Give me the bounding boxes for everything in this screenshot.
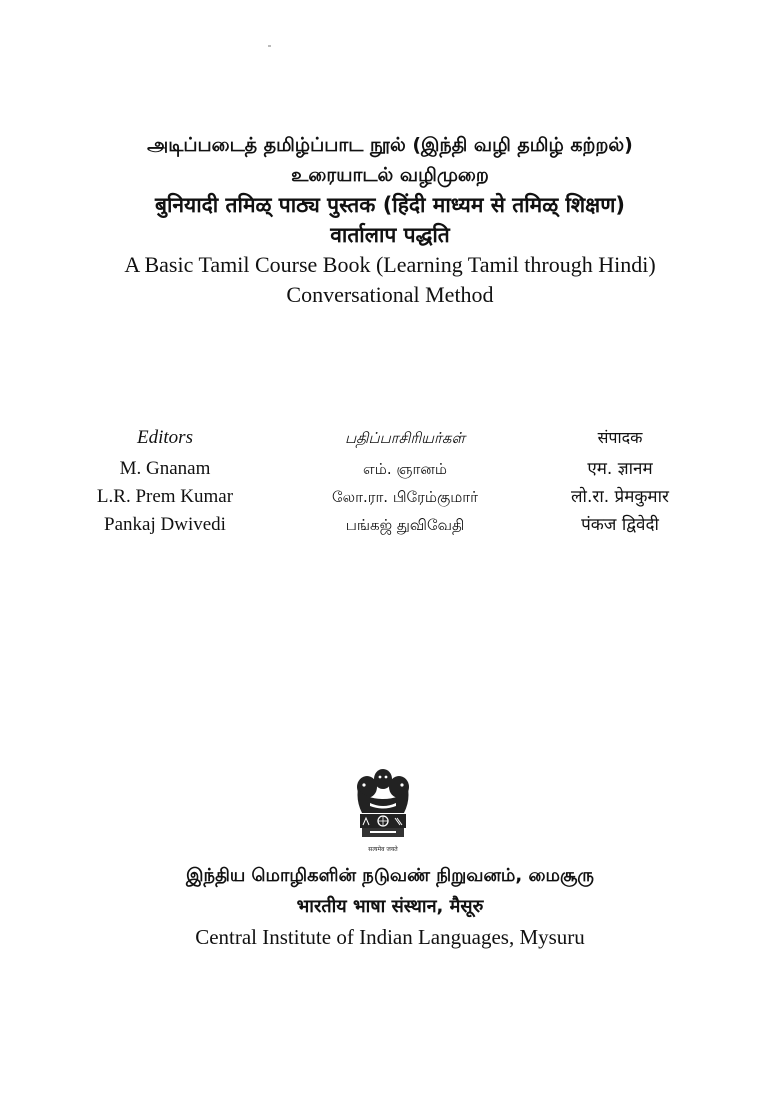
editor-name: एम. ज्ञानम [587, 459, 653, 479]
editors-heading-hindi: संपादक [597, 428, 643, 447]
editor-name: பங்கஜ் துவிவேதி [345, 516, 465, 534]
publisher-tamil: இந்திய மொழிகளின் நடுவண் நிறுவனம், மைசூரு [186, 865, 594, 886]
editor-name: पंकज द्विवेदी [581, 515, 659, 535]
title-tamil-line1: அடிப்படைத் தமிழ்ப்பாட நூல் (இந்தி வழி தமிழ் கற்றல்) [147, 134, 633, 156]
editor-name: M. Gnanam [119, 458, 211, 479]
publisher-block [0, 860, 780, 953]
title-hindi-line1: बुनियादी तमिळ् पाठ्य पुस्तक (हिंदी माध्यम से तमिळ् शिक्षण) [154, 193, 626, 217]
editors-hindi-column [530, 425, 710, 539]
title-english-line2: Conversational Method [286, 282, 494, 307]
emblem-motto: सत्यमेव जयते [368, 846, 398, 853]
national-emblem-icon [350, 765, 416, 857]
editor-name: Pankaj Dwivedi [104, 514, 226, 535]
publisher-english: Central Institute of Indian Languages, Mysuru [195, 925, 585, 949]
editor-name: லோ.ரா. பிரேம்குமார் [332, 488, 478, 506]
editors-english-column [75, 425, 255, 539]
editor-name: लो.रा. प्रेमकुमार [571, 487, 669, 507]
editor-name: L.R. Prem Kumar [96, 486, 234, 507]
scan-speck [268, 45, 271, 47]
editors-heading-tamil: பதிப்பாசிரியர்கள் [345, 429, 465, 447]
editors-tamil-column [285, 425, 525, 539]
publisher-hindi: भारतीय भाषा संस्थान, मैसूरु [296, 896, 484, 917]
title-english-line1: A Basic Tamil Course Book (Learning Tamil through Hindi) [124, 252, 656, 277]
title-tamil-line2: உரையாடல் வழிமுறை [291, 164, 489, 186]
editors-heading-english: Editors [137, 427, 193, 448]
editor-name: எம். ஞானம் [363, 460, 447, 478]
book-title-block [0, 130, 780, 310]
title-hindi-line2: वार्तालाप पद्धति [330, 223, 450, 247]
